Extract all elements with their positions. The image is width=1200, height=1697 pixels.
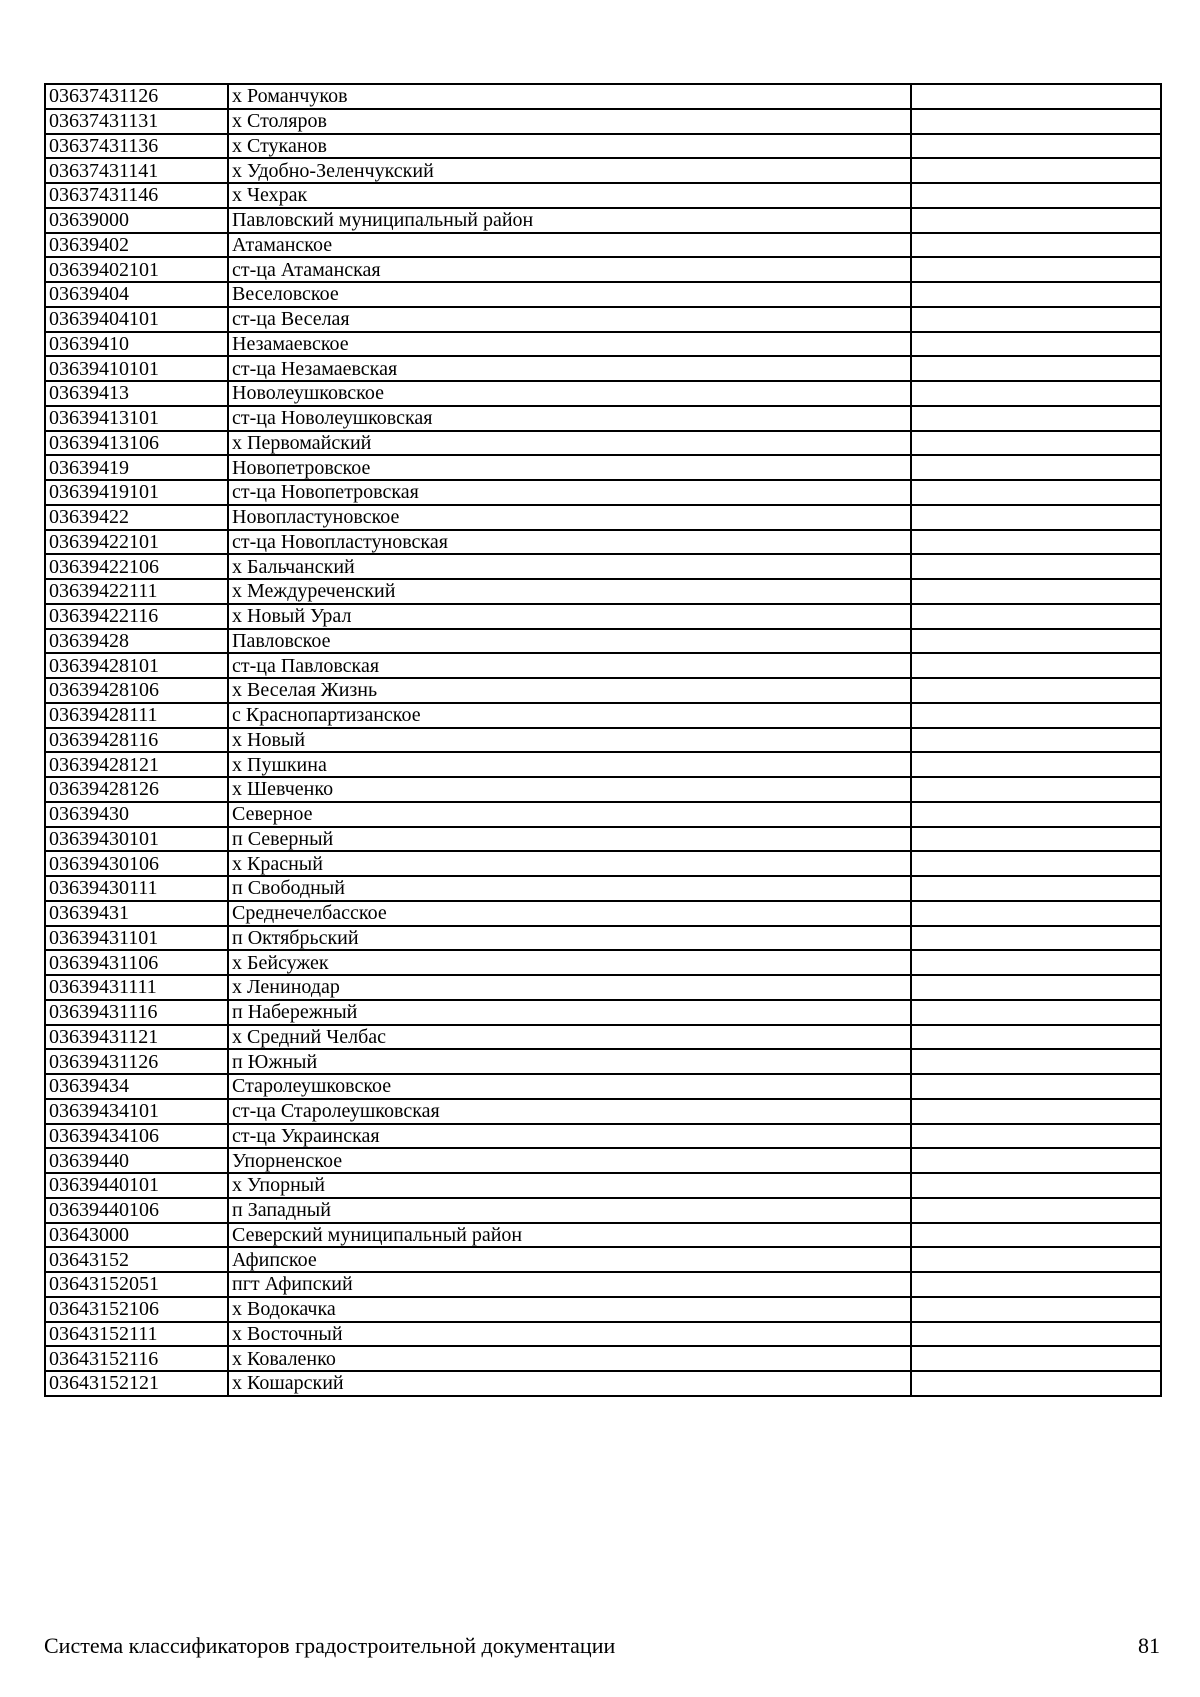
extra-cell: [911, 480, 1161, 505]
name-cell: х Кошарский: [228, 1371, 911, 1396]
name-cell: п Южный: [228, 1049, 911, 1074]
table-row: [45, 728, 1161, 753]
code-cell: 03643152111: [45, 1322, 228, 1347]
code-cell: 03639413101: [45, 406, 228, 431]
code-cell: 03639428101: [45, 653, 228, 678]
code-cell: 03639434106: [45, 1124, 228, 1149]
table-row: [45, 1198, 1161, 1223]
table-row: [45, 777, 1161, 802]
table-row: [45, 678, 1161, 703]
table-row: [45, 975, 1161, 1000]
code-cell: 03637431141: [45, 158, 228, 183]
table-row: [45, 1148, 1161, 1173]
code-cell: 03639422101: [45, 530, 228, 555]
name-cell: х Красный: [228, 851, 911, 876]
code-cell: 03639431: [45, 901, 228, 926]
code-cell: 03639404: [45, 282, 228, 307]
name-cell: х Упорный: [228, 1173, 911, 1198]
name-cell: х Средний Челбас: [228, 1025, 911, 1050]
name-cell: х Пушкина: [228, 752, 911, 777]
extra-cell: [911, 257, 1161, 282]
name-cell: Незамаевское: [228, 332, 911, 357]
table-row: [45, 579, 1161, 604]
table-row: [45, 950, 1161, 975]
table-row: [45, 1124, 1161, 1149]
code-cell: 03639434: [45, 1074, 228, 1099]
code-cell: 03643152051: [45, 1272, 228, 1297]
name-cell: п Набережный: [228, 1000, 911, 1025]
extra-cell: [911, 1223, 1161, 1248]
code-cell: 03639413106: [45, 431, 228, 456]
code-cell: 03639434101: [45, 1099, 228, 1124]
table-row: [45, 851, 1161, 876]
table-row: [45, 876, 1161, 901]
table-row: [45, 480, 1161, 505]
name-cell: ст-ца Украинская: [228, 1124, 911, 1149]
code-cell: 03639430101: [45, 827, 228, 852]
extra-cell: [911, 1124, 1161, 1149]
name-cell: х Новый Урал: [228, 604, 911, 629]
name-cell: Среднечелбасское: [228, 901, 911, 926]
name-cell: х Романчуков: [228, 84, 911, 109]
extra-cell: [911, 827, 1161, 852]
code-cell: 03639428116: [45, 728, 228, 753]
table-row: [45, 257, 1161, 282]
extra-cell: [911, 1049, 1161, 1074]
classifier-table-body: [45, 84, 1161, 1396]
name-cell: Новопетровское: [228, 455, 911, 480]
code-cell: 03639402: [45, 233, 228, 258]
table-row: [45, 653, 1161, 678]
table-row: [45, 802, 1161, 827]
name-cell: Павловское: [228, 629, 911, 654]
table-row: [45, 356, 1161, 381]
code-cell: 03639431126: [45, 1049, 228, 1074]
extra-cell: [911, 406, 1161, 431]
table-row: [45, 307, 1161, 332]
code-cell: 03639430111: [45, 876, 228, 901]
name-cell: х Междуреченский: [228, 579, 911, 604]
code-cell: 03639440106: [45, 1198, 228, 1223]
table-row: [45, 233, 1161, 258]
name-cell: х Ленинодар: [228, 975, 911, 1000]
name-cell: ст-ца Новопластуновская: [228, 530, 911, 555]
table-row: [45, 827, 1161, 852]
name-cell: х Водокачка: [228, 1297, 911, 1322]
code-cell: 03639428126: [45, 777, 228, 802]
name-cell: Упорненское: [228, 1148, 911, 1173]
name-cell: Северский муниципальный район: [228, 1223, 911, 1248]
table-row: [45, 1272, 1161, 1297]
name-cell: х Шевченко: [228, 777, 911, 802]
name-cell: Новолеушковское: [228, 381, 911, 406]
code-cell: 03639402101: [45, 257, 228, 282]
table-row: [45, 703, 1161, 728]
name-cell: с Краснопартизанское: [228, 703, 911, 728]
extra-cell: [911, 307, 1161, 332]
table-row: [45, 554, 1161, 579]
extra-cell: [911, 1025, 1161, 1050]
extra-cell: [911, 926, 1161, 951]
table-row: [45, 1297, 1161, 1322]
name-cell: п Западный: [228, 1198, 911, 1223]
code-cell: 03639428121: [45, 752, 228, 777]
name-cell: х Коваленко: [228, 1346, 911, 1371]
code-cell: 03637431146: [45, 183, 228, 208]
code-cell: 03639431121: [45, 1025, 228, 1050]
code-cell: 03643152116: [45, 1346, 228, 1371]
extra-cell: [911, 381, 1161, 406]
table-row: [45, 1074, 1161, 1099]
code-cell: 03639000: [45, 208, 228, 233]
table-row: [45, 134, 1161, 159]
code-cell: 03639419101: [45, 480, 228, 505]
code-cell: 03643152106: [45, 1297, 228, 1322]
extra-cell: [911, 950, 1161, 975]
table-row: [45, 84, 1161, 109]
extra-cell: [911, 876, 1161, 901]
extra-cell: [911, 777, 1161, 802]
extra-cell: [911, 1198, 1161, 1223]
code-cell: 03639430: [45, 802, 228, 827]
code-cell: 03637431136: [45, 134, 228, 159]
code-cell: 03643152121: [45, 1371, 228, 1396]
extra-cell: [911, 1173, 1161, 1198]
table-row: [45, 109, 1161, 134]
table-row: [45, 208, 1161, 233]
extra-cell: [911, 183, 1161, 208]
table-row: [45, 332, 1161, 357]
code-cell: 03639428111: [45, 703, 228, 728]
extra-cell: [911, 158, 1161, 183]
code-cell: 03637431131: [45, 109, 228, 134]
code-cell: 03639440: [45, 1148, 228, 1173]
code-cell: 03639428106: [45, 678, 228, 703]
extra-cell: [911, 530, 1161, 555]
name-cell: ст-ца Незамаевская: [228, 356, 911, 381]
code-cell: 03639440101: [45, 1173, 228, 1198]
extra-cell: [911, 579, 1161, 604]
name-cell: Афипское: [228, 1247, 911, 1272]
code-cell: 03639431101: [45, 926, 228, 951]
extra-cell: [911, 455, 1161, 480]
table-row: [45, 926, 1161, 951]
extra-cell: [911, 1346, 1161, 1371]
table-row: [45, 752, 1161, 777]
name-cell: х Столяров: [228, 109, 911, 134]
extra-cell: [911, 703, 1161, 728]
code-cell: 03639422106: [45, 554, 228, 579]
code-cell: 03639428: [45, 629, 228, 654]
code-cell: 03643000: [45, 1223, 228, 1248]
table-row: [45, 431, 1161, 456]
table-row: [45, 629, 1161, 654]
name-cell: Павловский муниципальный район: [228, 208, 911, 233]
name-cell: ст-ца Атаманская: [228, 257, 911, 282]
page-number: 81: [1138, 1633, 1160, 1658]
classifier-table: [44, 83, 1162, 1397]
table-row: [45, 183, 1161, 208]
name-cell: п Октябрьский: [228, 926, 911, 951]
extra-cell: [911, 1247, 1161, 1272]
name-cell: ст-ца Веселая: [228, 307, 911, 332]
name-cell: ст-ца Новопетровская: [228, 480, 911, 505]
extra-cell: [911, 1272, 1161, 1297]
name-cell: х Стуканов: [228, 134, 911, 159]
table-row: [45, 1247, 1161, 1272]
name-cell: ст-ца Павловская: [228, 653, 911, 678]
code-cell: 03643152: [45, 1247, 228, 1272]
table-row: [45, 604, 1161, 629]
table-row: [45, 901, 1161, 926]
table-row: [45, 1049, 1161, 1074]
extra-cell: [911, 1000, 1161, 1025]
table-row: [45, 406, 1161, 431]
name-cell: ст-ца Старолеушковская: [228, 1099, 911, 1124]
extra-cell: [911, 282, 1161, 307]
name-cell: Веселовское: [228, 282, 911, 307]
code-cell: 03639410101: [45, 356, 228, 381]
extra-cell: [911, 802, 1161, 827]
name-cell: Северное: [228, 802, 911, 827]
extra-cell: [911, 1297, 1161, 1322]
code-cell: 03639410: [45, 332, 228, 357]
table-row: [45, 1025, 1161, 1050]
extra-cell: [911, 134, 1161, 159]
extra-cell: [911, 752, 1161, 777]
extra-cell: [911, 1371, 1161, 1396]
extra-cell: [911, 505, 1161, 530]
code-cell: 03637431126: [45, 84, 228, 109]
extra-cell: [911, 851, 1161, 876]
extra-cell: [911, 1148, 1161, 1173]
name-cell: х Первомайский: [228, 431, 911, 456]
name-cell: пгт Афипский: [228, 1272, 911, 1297]
code-cell: 03639422111: [45, 579, 228, 604]
table-row: [45, 1371, 1161, 1396]
extra-cell: [911, 901, 1161, 926]
table-row: [45, 1000, 1161, 1025]
name-cell: п Свободный: [228, 876, 911, 901]
extra-cell: [911, 554, 1161, 579]
code-cell: 03639422: [45, 505, 228, 530]
name-cell: х Бейсужек: [228, 950, 911, 975]
extra-cell: [911, 109, 1161, 134]
name-cell: х Чехрак: [228, 183, 911, 208]
table-row: [45, 282, 1161, 307]
table-row: [45, 1322, 1161, 1347]
table-row: [45, 1099, 1161, 1124]
code-cell: 03639431111: [45, 975, 228, 1000]
extra-cell: [911, 84, 1161, 109]
table-row: [45, 455, 1161, 480]
table-row: [45, 505, 1161, 530]
name-cell: х Восточный: [228, 1322, 911, 1347]
name-cell: х Новый: [228, 728, 911, 753]
extra-cell: [911, 1074, 1161, 1099]
code-cell: 03639419: [45, 455, 228, 480]
name-cell: Новопластуновское: [228, 505, 911, 530]
code-cell: 03639422116: [45, 604, 228, 629]
name-cell: ст-ца Новолеушковская: [228, 406, 911, 431]
extra-cell: [911, 208, 1161, 233]
code-cell: 03639431116: [45, 1000, 228, 1025]
table-row: [45, 530, 1161, 555]
code-cell: 03639430106: [45, 851, 228, 876]
table-row: [45, 1173, 1161, 1198]
table-row: [45, 381, 1161, 406]
extra-cell: [911, 332, 1161, 357]
table-row: [45, 1223, 1161, 1248]
code-cell: 03639431106: [45, 950, 228, 975]
extra-cell: [911, 604, 1161, 629]
code-cell: 03639413: [45, 381, 228, 406]
extra-cell: [911, 1099, 1161, 1124]
footer-title: Система классификаторов градостроительной документации: [44, 1633, 616, 1658]
name-cell: Атаманское: [228, 233, 911, 258]
name-cell: х Бальчанский: [228, 554, 911, 579]
table-row: [45, 158, 1161, 183]
code-cell: 03639404101: [45, 307, 228, 332]
extra-cell: [911, 629, 1161, 654]
extra-cell: [911, 653, 1161, 678]
extra-cell: [911, 356, 1161, 381]
extra-cell: [911, 975, 1161, 1000]
extra-cell: [911, 678, 1161, 703]
name-cell: п Северный: [228, 827, 911, 852]
table-row: [45, 1346, 1161, 1371]
extra-cell: [911, 233, 1161, 258]
extra-cell: [911, 1322, 1161, 1347]
extra-cell: [911, 728, 1161, 753]
extra-cell: [911, 431, 1161, 456]
name-cell: х Веселая Жизнь: [228, 678, 911, 703]
name-cell: Старолеушковское: [228, 1074, 911, 1099]
name-cell: х Удобно-Зеленчукский: [228, 158, 911, 183]
